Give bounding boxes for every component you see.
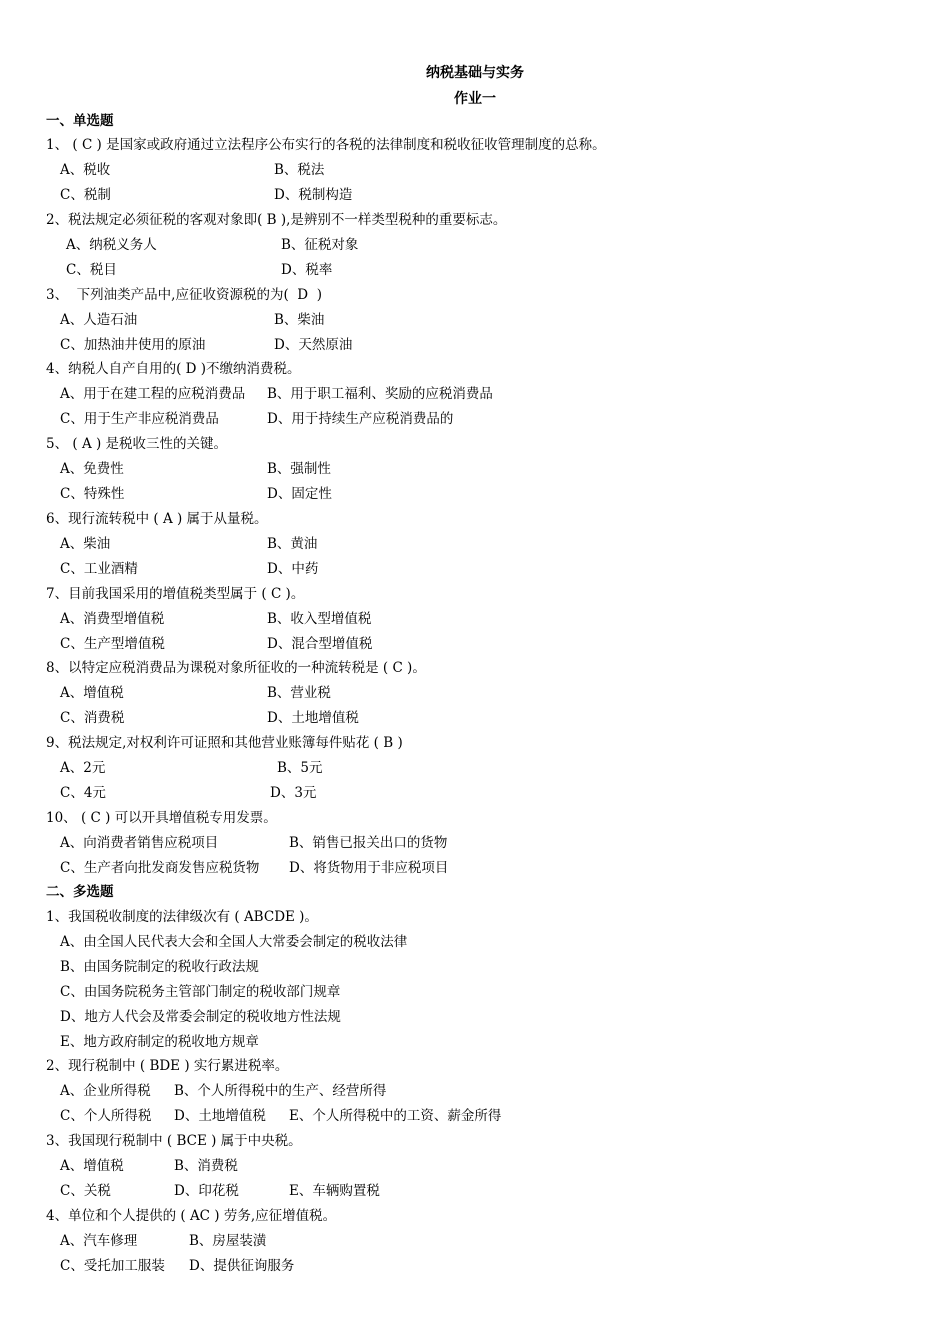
- option-c: C、由国务院税务主管部门制定的税收部门规章: [60, 984, 341, 1000]
- option-c: C、受托加工服装: [60, 1258, 165, 1274]
- option-d: D、土地增值税: [174, 1108, 266, 1124]
- option-b: B、营业税: [267, 685, 331, 701]
- option-c: C、工业酒精: [60, 561, 138, 577]
- question-5: 5、 ( A ) 是税收三性的关键。: [46, 436, 228, 452]
- option-d: D、土地增值税: [267, 710, 359, 726]
- option-b: B、强制性: [267, 461, 331, 477]
- option-c: C、税目: [66, 262, 117, 278]
- option-a: A、人造石油: [60, 312, 138, 328]
- option-d: D、混合型增值税: [267, 636, 373, 652]
- option-c: C、关税: [60, 1183, 111, 1199]
- option-c: C、生产型增值税: [60, 636, 165, 652]
- option-d: D、将货物用于非应税项目: [289, 860, 449, 876]
- option-d: D、提供征询服务: [189, 1258, 295, 1274]
- option-d: D、税制构造: [274, 187, 353, 203]
- question-4: 4、纳税人自产自用的( D )不缴纳消费税。: [46, 361, 301, 377]
- section-heading-single-choice: 一、单选题: [46, 113, 114, 129]
- option-b: B、柴油: [274, 312, 325, 328]
- option-a: A、免费性: [60, 461, 124, 477]
- option-a: A、汽车修理: [60, 1233, 138, 1249]
- option-b: B、由国务院制定的税收行政法规: [60, 959, 259, 975]
- option-a: A、企业所得税: [60, 1083, 151, 1099]
- option-a: A、用于在建工程的应税消费品: [60, 386, 246, 402]
- option-d: D、天然原油: [274, 337, 353, 353]
- option-a: A、2元: [60, 760, 106, 776]
- option-e: E、地方政府制定的税收地方规章: [60, 1034, 259, 1050]
- option-b: B、黄油: [267, 536, 318, 552]
- option-e: E、个人所得税中的工资、薪金所得: [289, 1108, 502, 1124]
- question-6: 6、现行流转税中 ( A ) 属于从量税。: [46, 511, 268, 527]
- option-a: A、柴油: [60, 536, 111, 552]
- question-multi-3: 3、我国现行税制中 ( BCE ) 属于中央税。: [46, 1133, 302, 1149]
- question-10: 10、 ( C ) 可以开具增值税专用发票。: [46, 810, 277, 826]
- option-c: C、用于生产非应税消费品: [60, 411, 219, 427]
- option-a: A、增值税: [60, 1158, 124, 1174]
- document-title: 纳税基础与实务: [426, 65, 524, 81]
- option-a: A、增值税: [60, 685, 124, 701]
- option-c: C、消费税: [60, 710, 125, 726]
- option-a: A、纳税义务人: [66, 237, 157, 253]
- option-b: B、个人所得税中的生产、经营所得: [174, 1083, 387, 1099]
- option-c: C、特殊性: [60, 486, 125, 502]
- option-c: C、4元: [60, 785, 106, 801]
- option-a: A、税收: [60, 162, 111, 178]
- option-c: C、加热油井使用的原油: [60, 337, 206, 353]
- option-d: D、固定性: [267, 486, 332, 502]
- option-d: D、用于持续生产应税消费品的: [267, 411, 454, 427]
- option-b: B、用于职工福利、奖励的应税消费品: [267, 386, 493, 402]
- option-d: D、税率: [281, 262, 333, 278]
- question-8: 8、以特定应税消费品为课税对象所征收的一种流转税是 ( C )。: [46, 660, 426, 676]
- option-e: E、车辆购置税: [289, 1183, 380, 1199]
- question-9: 9、税法规定,对权利许可证照和其他营业账簿每件贴花 ( B ): [46, 735, 403, 751]
- option-c: C、生产者向批发商发售应税货物: [60, 860, 260, 876]
- option-a: A、由全国人民代表大会和全国人大常委会制定的税收法律: [60, 934, 408, 950]
- question-7: 7、目前我国采用的增值税类型属于 ( C )。: [46, 586, 305, 602]
- option-d: D、印花税: [174, 1183, 239, 1199]
- option-c: C、个人所得税: [60, 1108, 152, 1124]
- option-a: A、向消费者销售应税项目: [60, 835, 219, 851]
- option-b: B、房屋装潢: [189, 1233, 267, 1249]
- question-1: 1、 ( C ) 是国家或政府通过立法程序公布实行的各税的法律制度和税收征收管理制度的总称。: [46, 137, 606, 153]
- option-b: B、销售已报关出口的货物: [289, 835, 448, 851]
- question-multi-2: 2、现行税制中 ( BDE ) 实行累进税率。: [46, 1058, 289, 1074]
- option-d: D、3元: [270, 785, 317, 801]
- option-b: B、消费税: [174, 1158, 238, 1174]
- option-d: D、地方人代会及常委会制定的税收地方性法规: [60, 1009, 341, 1025]
- question-3: 3、 下列油类产品中,应征收资源税的为( D ): [46, 287, 322, 303]
- option-c: C、税制: [60, 187, 111, 203]
- option-d: D、中药: [267, 561, 319, 577]
- section-heading-multiple-choice: 二、多选题: [46, 884, 114, 900]
- option-b: B、征税对象: [281, 237, 359, 253]
- question-multi-1: 1、我国税收制度的法律级次有 ( ABCDE )。: [46, 909, 318, 925]
- question-2: 2、税法规定必须征税的客观对象即( B ),是辨别不一样类型税种的重要标志。: [46, 212, 507, 228]
- option-b: B、5元: [277, 760, 323, 776]
- question-multi-4: 4、单位和个人提供的 ( AC ) 劳务,应征增值税。: [46, 1208, 337, 1224]
- option-a: A、消费型增值税: [60, 611, 165, 627]
- document-subtitle: 作业一: [454, 91, 496, 107]
- option-b: B、税法: [274, 162, 325, 178]
- option-b: B、收入型增值税: [267, 611, 372, 627]
